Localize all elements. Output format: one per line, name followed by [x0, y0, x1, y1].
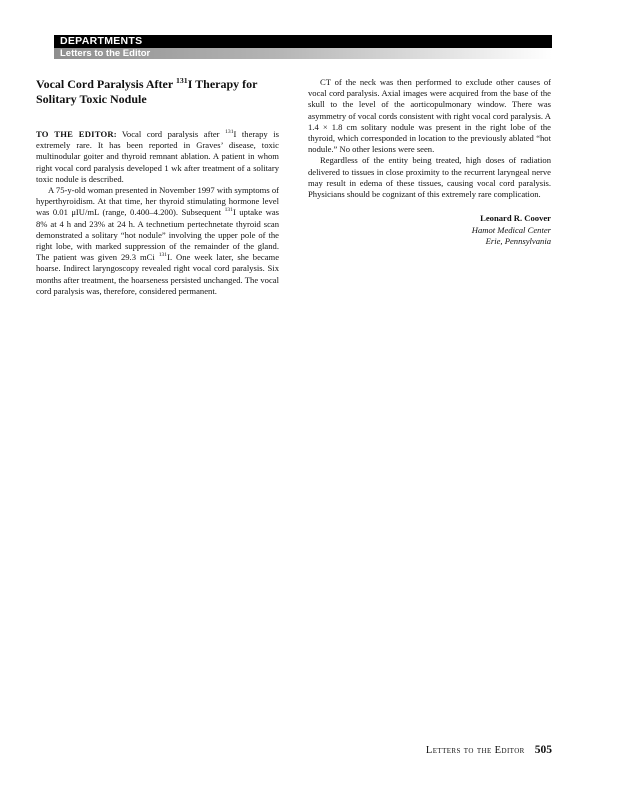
author-location: Erie, Pennsylvania [485, 236, 551, 247]
left-column [36, 77, 279, 297]
page-footer [400, 744, 552, 756]
salutation: TO THE EDITOR: [36, 129, 117, 139]
right-column [308, 77, 551, 248]
section-header-bar [54, 35, 552, 48]
page-number: 505 [534, 744, 552, 756]
section-label: DEPARTMENTS [60, 35, 143, 47]
paragraph-imaging: CT of the neck was then performed to exclude other causes of vocal cord paralysis. Axial images were acquired from the base of the skull to the level of the aorticopulmonary window. There was asymmetry of vocal cords consistent with right vocal cord paralysis. A 1.4 × 1.8 cm solitary nodule was present in the right lobe of the thyroid, which corresponded in location to the previously ablated “hot nodule.” No other lesions were seen. [308, 77, 551, 155]
paragraph-intro: TO THE EDITOR: Vocal cord paralysis after $^{131}$I therapy is extremely rare. It has been reported in Graves’ disease, toxic multinodular goiter and thyroid remnant ablation. A patient in whom right vocal cord paralysis developed 1 wk after treatment of a solitary toxic nodule is described. [36, 129, 279, 184]
author-signature [308, 213, 551, 248]
article-title: Vocal Cord Paralysis After $^{131}$I Therapy for Solitary Toxic Nodule [36, 76, 258, 106]
subsection-label: Letters to the Editor [60, 48, 151, 59]
paragraph-conclusion: Regardless of the entity being treated, high doses of radiation delivered to tissues in close proximity to the recurrent laryngeal nerve may result in edema of these tissues, causing vocal cord paralysis. Physicians should be cognizant of this extremely rare complication. [308, 155, 551, 200]
footer-section-label: Letters to the Editor [425, 745, 525, 756]
author-affiliation: Hamot Medical Center [471, 224, 551, 235]
subsection-header-bar [54, 48, 552, 59]
author-name: Leonard R. Coover [480, 213, 551, 224]
paragraph-case: A 75-y-old woman presented in November 1997 with symptoms of hyperthyroidism. At that time, her thyroid stimulating hormone level was 0.01 μIU/mL (range, 0.400–4.200). Subsequent $^{131}$I uptake was 8% at 4 h and 23% at 24 h. A technetium pertechnetate thyroid scan demonstrated a solitary “hot nodule” involving the upper pole of the right lobe, with marked suppression of the remainder of the gland. The patient was given 29.3 mCi $^{131}$I. One week later, she became hoarse. Indirect laryngoscopy revealed right vocal cord paralysis. Six months after treatment, the hoarseness persisted unchanged. The vocal cord paralysis was, therefore, considered permanent. [36, 185, 280, 296]
title-isotope-superscript: 131 [176, 76, 188, 85]
